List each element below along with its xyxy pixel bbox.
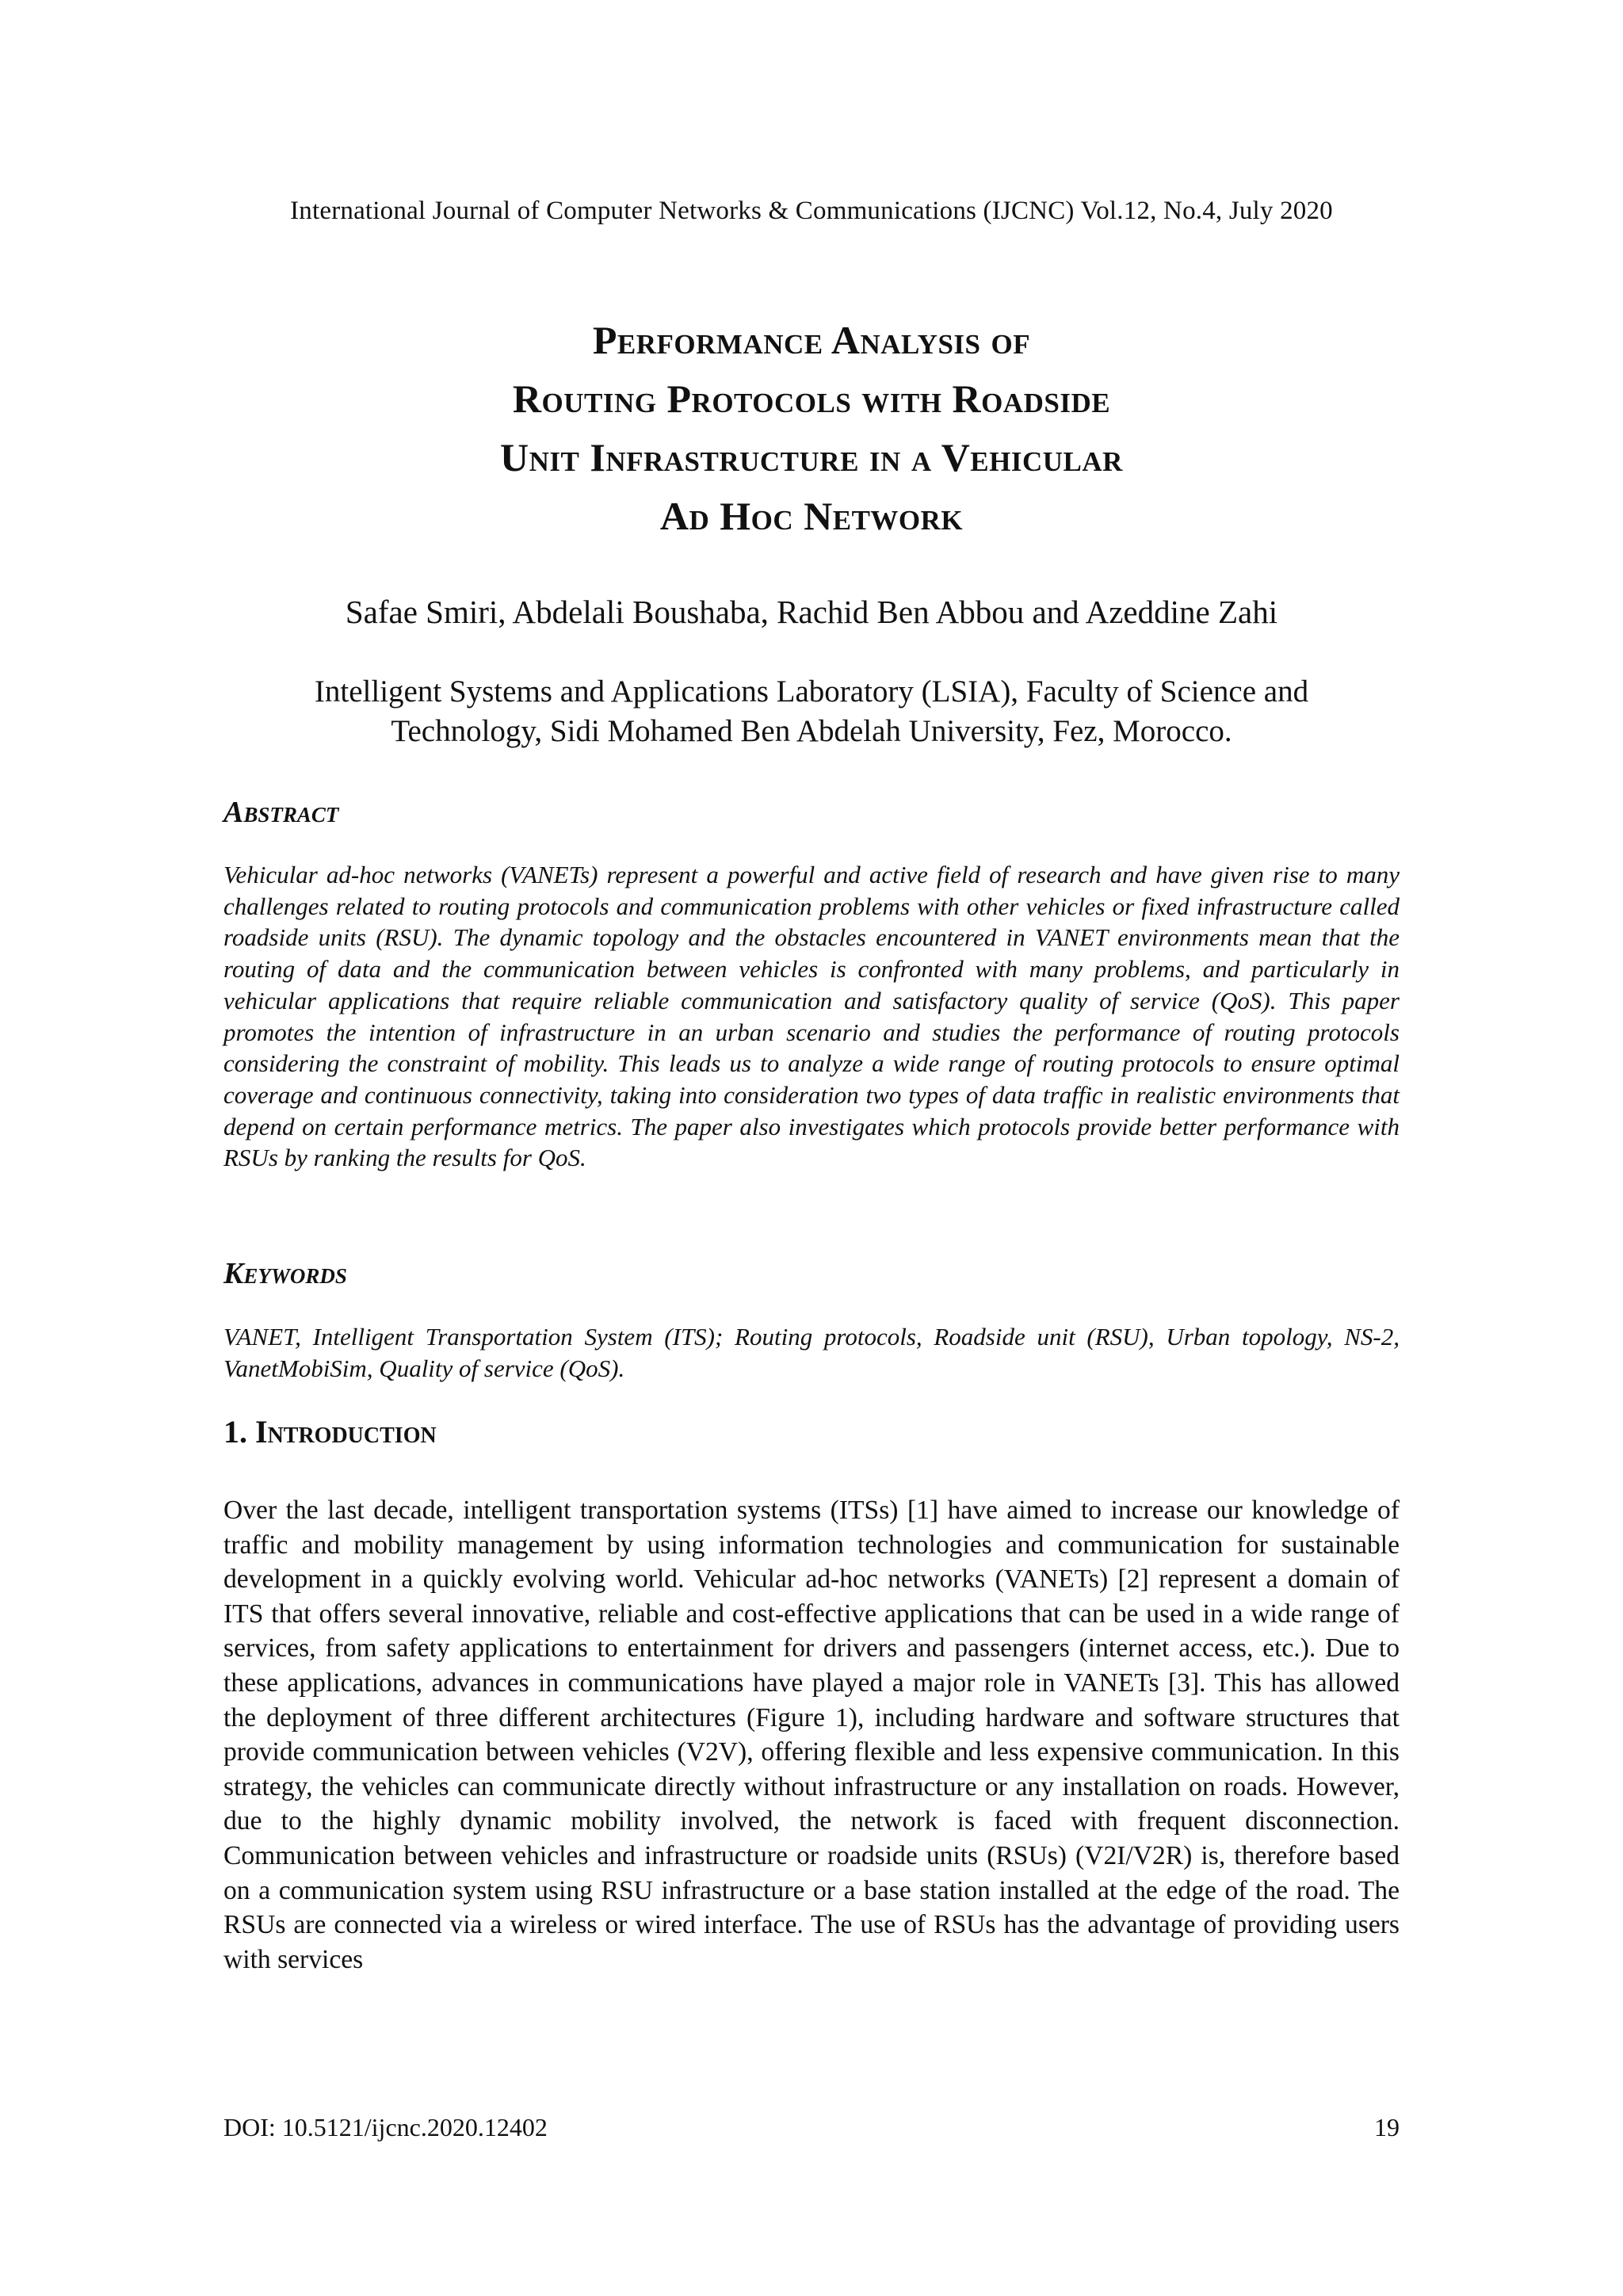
keywords-text: VANET, Intelligent Transportation System (ITS); Routing protocols, Roadside unit (RSU), Urban topology, NS-2, VanetMobiSim, Quality of service (QoS). <box>223 1323 1400 1382</box>
title-line: Performance Analysis of <box>592 318 1031 362</box>
introduction-text: Over the last decade, intelligent transportation systems (ITSs) [1] have aimed to increase our knowledge of traffic and mobility management by using information technologies and communication for sustainable development in a quickly evolving world. Vehicular ad-hoc networks (VANETs) [2] represent a domain of ITS that offers several innovative, reliable and cost-effective applications that can be used in a wide range of services, from safety applications to entertainment for drivers and passengers (internet access, etc.). Due to these applications, advances in communications have played a major role in VANETs [3]. This has allowed the deployment of three different architectures (Figure 1), including hardware and software structures that provide communication between vehicles (V2V), offering flexible and less expensive communication. In this strategy, the vehicles can communicate directly without infrastructure or any installation on roads. However, due to the highly dynamic mobility involved, the network is faced with frequent disconnection. Communication between vehicles and infrastructure or roadside units (RSUs) (V2I/V2R) is, therefore based on a communication system using RSU infrastructure or a base station installed at the edge of the road. The RSUs are connected via a wireless or wired interface. The use of RSUs has the advantage of providing users with services <box>223 1496 1400 1974</box>
keywords-heading: Keywords <box>223 1257 347 1290</box>
introduction-heading: 1. Introduction <box>223 1414 437 1450</box>
affiliation <box>0 672 1623 751</box>
abstract-text: Vehicular ad-hoc networks (VANETs) represent a powerful and active field of research and have given rise to many challenges related to routing protocols and communication problems with other vehicles or fixed infrastructure called roadside units (RSU). The dynamic topology and the obstacles encountered in VANET environments mean that the routing of data and the communication between vehicles is confronted with many problems, and particularly in vehicular applications that require reliable communication and satisfactory quality of service (QoS). This paper promotes the intention of infrastructure in an urban scenario and studies the performance of routing protocols considering the constraint of mobility. This leads us to analyze a wide range of routing protocols to ensure optimal coverage and continuous connectivity, taking into consideration two types of data traffic in realistic environments that depend on certain performance metrics. The paper also investigates which protocols provide better performance with RSUs by ranking the results for QoS. <box>223 861 1400 1172</box>
title-line: Ad Hoc Network <box>659 494 964 538</box>
paper-title <box>0 311 1623 545</box>
title-line: Routing Protocols with Roadside <box>512 376 1111 421</box>
affiliation-line: Intelligent Systems and Applications Laboratory (LSIA), Faculty of Science and <box>314 674 1309 709</box>
abstract-heading: Abstract <box>223 796 339 829</box>
affiliation-line: Technology, Sidi Mohamed Ben Abdelah University, Fez, Morocco. <box>391 714 1232 748</box>
doi-footer: DOI: 10.5121/ijcnc.2020.12402 <box>223 2113 548 2141</box>
page-number: 19 <box>1374 2113 1400 2141</box>
title-line: Unit Infrastructure in a Vehicular <box>500 435 1123 479</box>
authors: Safae Smiri, Abdelali Boushaba, Rachid Ben Abbou and Azeddine Zahi <box>345 594 1278 630</box>
journal-header: International Journal of Computer Networks & Communications (IJCNC) Vol.12, No.4, July 2020 <box>290 197 1333 225</box>
